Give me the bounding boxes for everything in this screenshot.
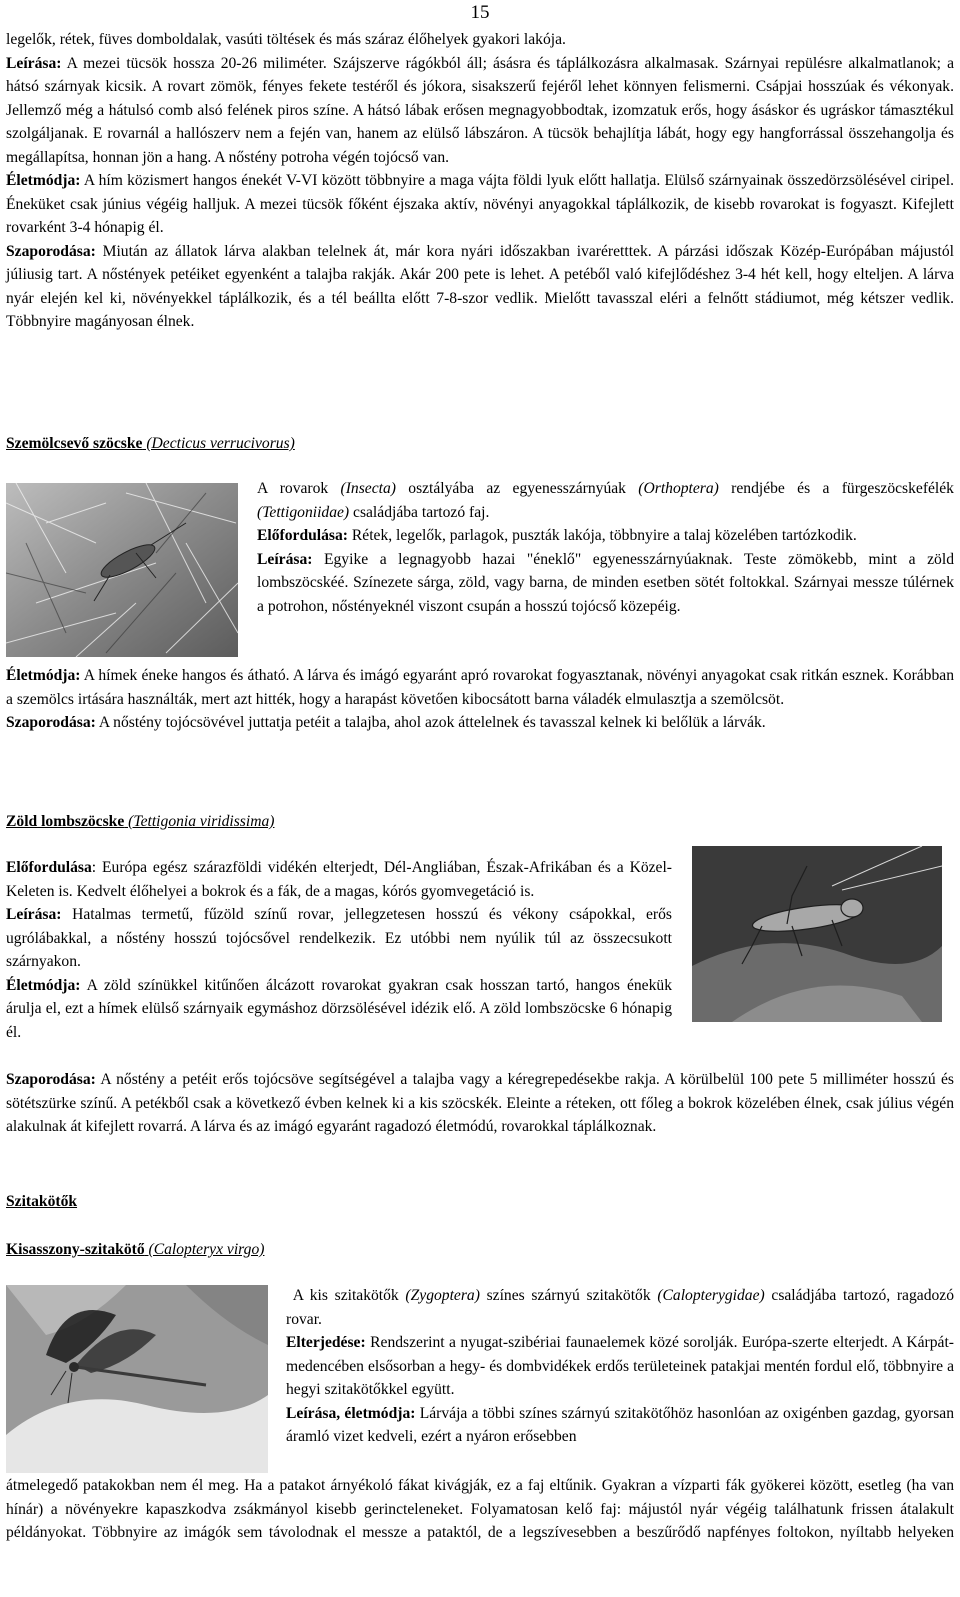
tettigonia-description-text: Hatalmas termetű, fűzöld színű rovar, jellegzetesen hosszú és vékony csápokkal, erős ugrólábakkal, a nőstény hosszú tojócsővel rendelkezik. Ez utóbbi nem nyúlik túl az összecsukott szárnyakon. bbox=[6, 906, 672, 970]
label-elterjedese: Elterjedése: bbox=[286, 1334, 366, 1351]
calopteryx-heading bbox=[6, 1238, 954, 1262]
tettigonia-occurrence bbox=[6, 856, 672, 903]
tettigonia-description bbox=[6, 903, 672, 974]
calopteryx-side-text bbox=[286, 1284, 954, 1449]
decticus-occurrence bbox=[257, 524, 954, 548]
label-eletmodja: Életmódja: bbox=[6, 667, 81, 684]
tettigonia-latin: (Tettigonia viridissima) bbox=[124, 813, 275, 830]
calopteryx-lower bbox=[6, 1474, 954, 1545]
decticus-latin: (Decticus verrucivorus) bbox=[142, 435, 295, 452]
decticus-heading bbox=[6, 432, 954, 456]
calopteryx-latin: (Calopteryx virgo) bbox=[144, 1241, 265, 1258]
decticus-name: Szemölcsevő szöcske bbox=[6, 435, 143, 452]
calopteryx-taxonomy-c: színes szárnyú szitakötők bbox=[479, 1287, 658, 1304]
cricket-lifestyle-text: A hím közismert hangos énekét V-VI között többnyire a maga vájta földi lyuk előtt hallatja. Elülső szárnyainak összedörzsölésével ciripel. Éneküket csak június végéig halljuk. A mezei tücsök főként éjszaka aktív, növényi anyagokkal táplálkozik, de kisebb rovarokat is fogyaszt. Kifejlett rovarként 3-4 hónapig él. bbox=[6, 172, 954, 236]
label-leirasa: Leírása: bbox=[257, 550, 313, 568]
decticus-lifestyle-text: A hímek éneke hangos és átható. A lárva és imágó egyaránt apró rovarokat fogyasztanak, növényi anyagokat csak ritkán esznek. Korábban a szemölcs irtására használták, mert azt hitték, hogy a harapást követően kibocsátott barna váladék elmulasztja a szemölcsöt. bbox=[6, 667, 954, 708]
decticus-reproduction-text: A nőstény tojócsövével juttatja petéit a talajba, ahol azok áttelelnek és tavasszal kelnek ki belőlük a lárvák. bbox=[95, 714, 766, 731]
decticus-taxonomy-e: rendjébe és a fürgeszöcskefélék bbox=[718, 480, 954, 497]
label-eletmodja: Életmódja: bbox=[6, 172, 81, 189]
label-elofordulasa: Előfordulása bbox=[6, 859, 92, 876]
tettigonia-side-text bbox=[6, 856, 672, 1044]
tettigonia-occurrence-text: : Európa egész szárazföldi vidékén elterjedt, Dél-Angliában, Észak-Afrikában és a Közel-Keleten is. Kedvelt élőhelyei a bokrok és a fák, de a magas, kórós gyomvegetáció is. bbox=[6, 859, 672, 900]
cricket-habitat-line: legelők, rétek, füves domboldalak, vasúti töltések és más száraz élőhelyek gyakori lakója. bbox=[6, 31, 566, 48]
cricket-section bbox=[6, 28, 954, 334]
decticus-taxonomy-a: A rovarok bbox=[257, 480, 341, 497]
cricket-reproduction bbox=[6, 240, 954, 334]
calopteryx-distribution-text: Rendszerint a nyugat-szibériai faunaelemek közé sorolják. Európa-szerte elterjedt. A Kárpát-medencében elsősorban a hegy- és dombvidékek erdős területeinek patakjai mentén fordul elő, többnyire a hegyi szitakötőkkel együtt. bbox=[286, 1334, 954, 1398]
decticus-description bbox=[257, 548, 954, 619]
label-szaporodasa: Szaporodása: bbox=[6, 242, 96, 260]
decticus-lifestyle bbox=[6, 664, 954, 711]
decticus-description-text: Egyike a legnagyobb hazai "éneklő" egyenesszárnyúaknak. Teste zömökebb, mint a zöld lombszöcskéé. Színezete sárga, zöld, vagy barna, de minden esetben sötét foltokkal. Szárnyai messze túlérnek a potrohon, nőstényeknél viszont csupán a hosszú tojócső közepéig. bbox=[257, 550, 954, 615]
tettigonia-lower bbox=[6, 1068, 954, 1139]
decticus-side-text bbox=[257, 477, 954, 618]
tettigonia-lifestyle-text: A zöld színükkel kitűnően álcázott rovarokat gyakran csak hosszan tartó, hangos énekük árulja el, ezt a hímek elülső szárnyaik egymáshoz dörzsölésével idézik elő. A zöld lombszöcske 6 hónapig él. bbox=[6, 976, 672, 1041]
taxon-zygoptera: (Zygoptera) bbox=[405, 1287, 480, 1304]
calopteryx-taxonomy-a: A kis szitakötők bbox=[292, 1287, 406, 1304]
calopteryx-taxonomy-e: családjába tartozó, ragadozó rovar. bbox=[286, 1287, 955, 1328]
label-elofordulasa: Előfordulása: bbox=[257, 527, 348, 544]
calopteryx-photo bbox=[6, 1285, 268, 1473]
label-leirasa: Leírása: bbox=[6, 906, 62, 923]
tettigonia-reproduction bbox=[6, 1068, 954, 1139]
section-title-szitakotok: Szitakötők bbox=[6, 1193, 78, 1210]
decticus-lower bbox=[6, 664, 954, 735]
taxon-insecta: (Insecta) bbox=[340, 480, 396, 497]
cricket-description bbox=[6, 52, 954, 170]
tettigonia-reproduction-text: A nőstény a petéit erős tojócsöve segítségével a talajba vagy a kéregrepedésekbe rakja. A körülbelül 100 pete 5 milliméter hosszú és sötétszürke színű. A petékből csak a következő évben kelnek ki a kis szöcskék. Eleinte a réteken, ott főleg a bokrok közelében élnek, csak július végén alakulnak át kifejlett rovarrá. A lárva és az imágó egyaránt ragadozó életmódú, rovarokkal táplálkoznak. bbox=[6, 1071, 954, 1135]
tettigonia-heading bbox=[6, 810, 954, 834]
calopteryx-description-start bbox=[286, 1402, 954, 1449]
calopteryx-distribution bbox=[286, 1331, 954, 1402]
label-leirasa: Leírása: bbox=[6, 54, 62, 72]
tettigonia-lifestyle bbox=[6, 974, 672, 1045]
decticus-taxonomy-c: osztályába az egyenesszárnyúak bbox=[395, 480, 639, 497]
cricket-description-text: A mezei tücsök hossza 20-26 miliméter. Szájszerve rágókból áll; ásásra és táplálkozásra alkalmasak. Szárnyai repülésre alkalmatlanok; a hátsó szárnyak kicsik. A rovart zömök, fényes fekete testéről és jókora, sisakszerű fejéről lehet könnyen felismerni. Csápjai hosszúak és vékonyak. Jellemző még a hátulsó comb alsó felének piros színe. A hátsó lábak erősen megnagyobbodtak, izomzatuk erős, hogy ásáskor és ugráskor támasztékul szolgáljanak. E rovarnál a hallószerv nem a fején van, hanem az elülső lábszáron. A tücsök behajlítja lábát, hogy egy hangforrással összehangolja és megállapítsa, honnan jön a hang. A nőstény potroha végén tojócső van. bbox=[6, 54, 954, 166]
taxon-tettigoniidae: (Tettigoniidae) bbox=[257, 503, 350, 521]
cricket-reproduction-text: Miután az állatok lárva alakban telelnek át, már kora nyári időszakban ivaréretttek. A párzási időszak Közép-Európában májustól júliusig tart. A nőstények petéiket egyenként a talajba rakják. Akár 200 pete is lehet. A petéből való kifejlődéshez 3-4 hét kell, hogy elteljen. A lárva nyár elején kel ki, növényekkel táplálkozik, és a tél beállta előtt 7-8-szor vedlik. Mielőtt tavasszal eléri a felnőtt stádiumot, még kétszer vedlik. Többnyire magányosan élnek. bbox=[6, 242, 954, 330]
calopteryx-taxonomy bbox=[286, 1284, 954, 1331]
dragonflies-section-heading bbox=[6, 1190, 954, 1214]
decticus-taxonomy bbox=[257, 477, 954, 524]
taxon-calopterygidae: (Calopterygidae) bbox=[657, 1287, 765, 1304]
decticus-taxonomy-g: családjába tartozó faj. bbox=[349, 503, 490, 521]
tettigonia-name: Zöld lombszöcske bbox=[6, 813, 125, 830]
label-leirasa-eletmodja: Leírása, életmódja: bbox=[286, 1404, 416, 1422]
page-number: 15 bbox=[470, 2, 490, 23]
decticus-photo bbox=[6, 483, 238, 657]
calopteryx-description-text-a: Lárvája a többi színes szárnyú szitakötőhöz hasonlóan az oxigénben gazdag, gyorsan áramló vizet kedveli, ezért a nyáron erősebben bbox=[286, 1404, 954, 1445]
decticus-occurrence-text: Rétek, legelők, parlagok, puszták lakója, többnyire a talaj közelében tartózkodik. bbox=[347, 527, 857, 544]
label-szaporodasa: Szaporodása: bbox=[6, 1071, 96, 1088]
label-szaporodasa: Szaporodása: bbox=[6, 714, 96, 731]
decticus-reproduction bbox=[6, 711, 954, 735]
taxon-orthoptera: (Orthoptera) bbox=[638, 480, 719, 497]
cricket-lifestyle bbox=[6, 169, 954, 240]
label-eletmodja: Életmódja: bbox=[6, 976, 81, 994]
calopteryx-name: Kisasszony-szitakötő bbox=[6, 1241, 145, 1258]
calopteryx-description-cont: átmelegedő patakokban nem él meg. Ha a patakot árnyékoló fákat kivágják, ez a faj eltűnik. Gyakran a vízparti fák gyökerei között, esetleg (ha van hínár) a növényekre kapaszkodva zsákmányol kisebb gerincteleneket. Folyamatosan kelő faj: májustól nyár végéig találhatunk frissen átalakult példányokat. Többnyire az imágók sem távolodnak el messze a pataktól, de a legszívesebben a beszűrődő napfényes foltokon, nyíltabb helyeken bbox=[6, 1477, 954, 1541]
tettigonia-photo bbox=[692, 846, 942, 1022]
